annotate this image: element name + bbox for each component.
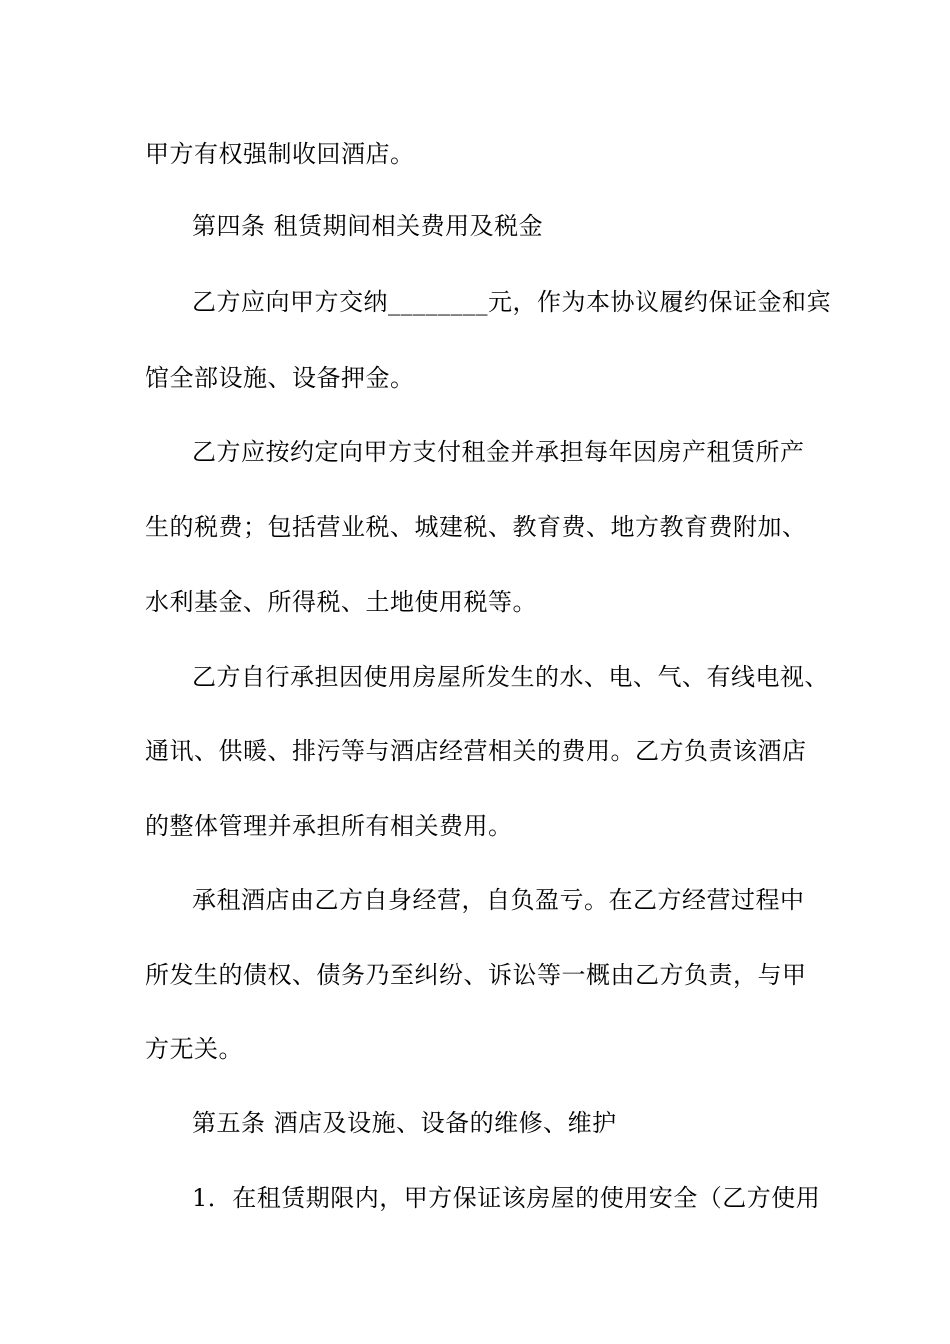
text-line: 水利基金、所得税、土地使用税等。 [145,588,537,616]
text-line: 甲方有权强制收回酒店。 [145,140,415,168]
text-line: 的整体管理并承担所有相关费用。 [145,812,513,840]
text-line: 所发生的债权、债务乃至纠纷、诉讼等一概由乙方负责，与甲 [145,961,807,989]
text-line: 通讯、供暖、排污等与酒店经营相关的费用。乙方负责该酒店 [145,737,807,765]
text-line: 承租酒店由乙方自身经营，自负盈亏。在乙方经营过程中 [192,886,805,914]
text-line: 1．在租赁期限内，甲方保证该房屋的使用安全（乙方使用 [192,1184,821,1212]
text-line: 生的税费；包括营业税、城建税、教育费、地方教育费附加、 [145,513,807,541]
section-heading: 第五条 酒店及设施、设备的维修、维护 [192,1109,617,1137]
text-line: 乙方应按约定向甲方支付租金并承担每年因房产租赁所产 [192,438,805,466]
text-line: 乙方应向甲方交纳________元，作为本协议履约保证金和宾 [192,288,831,316]
text-line: 馆全部设施、设备押金。 [145,364,415,392]
section-heading: 第四条 租赁期间相关费用及税金 [192,212,544,240]
text-line: 方无关。 [145,1035,243,1063]
text-line: 乙方自行承担因使用房屋所发生的水、电、气、有线电视、 [192,663,829,691]
